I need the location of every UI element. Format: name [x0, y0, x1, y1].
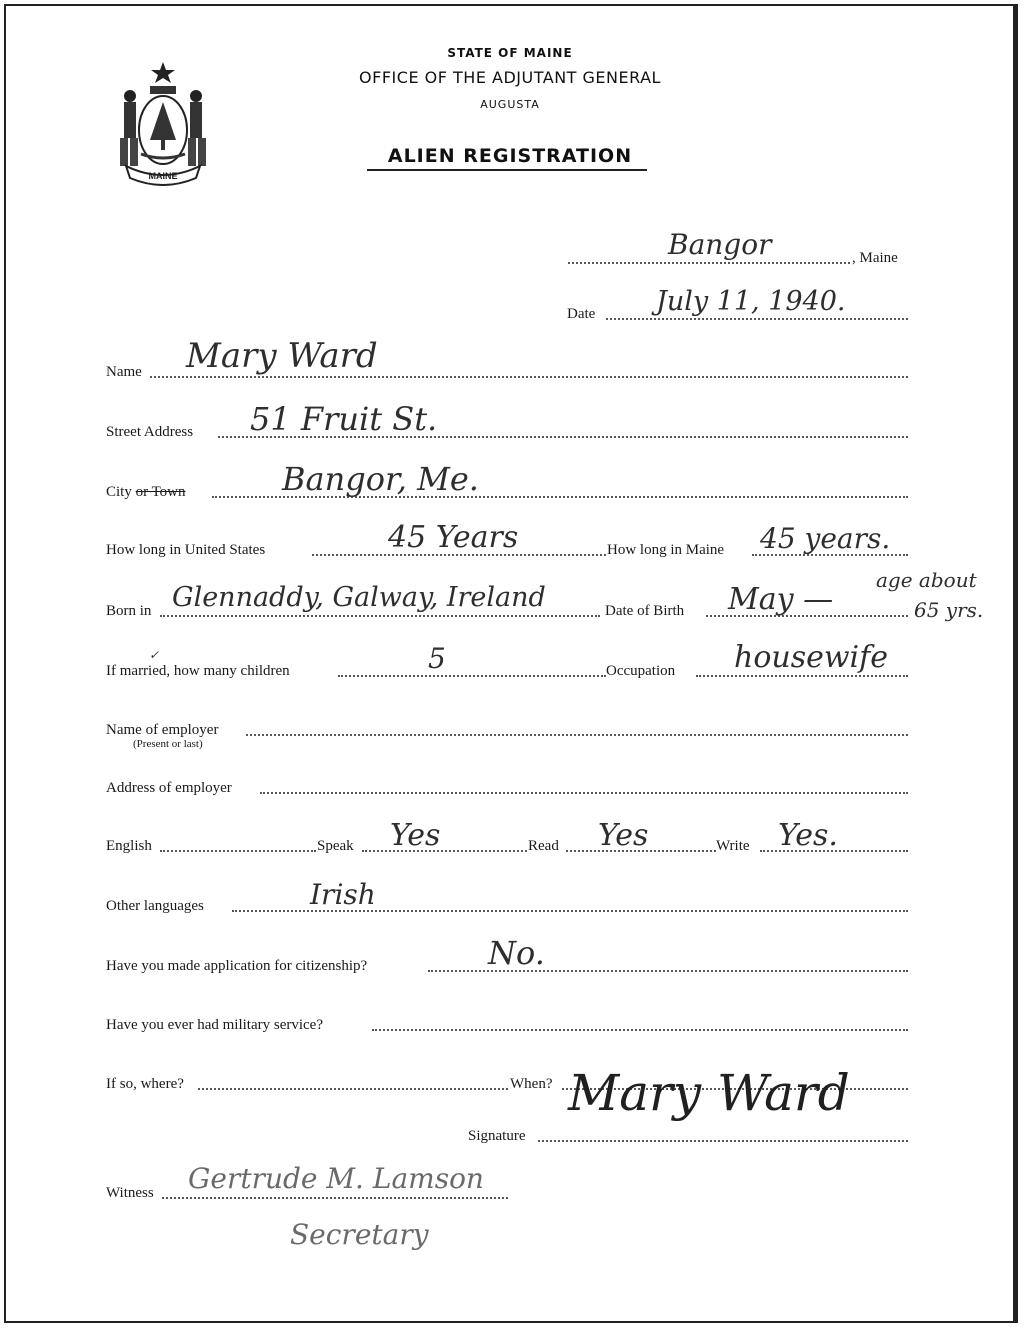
- date-line: [606, 318, 908, 320]
- city-value: Bangor, Me.: [282, 460, 479, 498]
- date-label: Date: [567, 306, 596, 322]
- employer-name-sublabel: (Present or last): [133, 738, 203, 750]
- where-line: [198, 1088, 508, 1090]
- born-in-label: Born in: [106, 603, 152, 619]
- seal-banner-text: MAINE: [148, 171, 178, 181]
- date-value: July 11, 1940.: [656, 286, 846, 317]
- employer-address-line: [260, 792, 908, 794]
- english-label: English: [106, 838, 152, 854]
- place-value: Bangor: [668, 228, 772, 261]
- occupation-line: [696, 675, 908, 677]
- read-label: Read: [528, 838, 559, 854]
- witness-title: Secretary: [290, 1218, 429, 1251]
- form-title: ALIEN REGISTRATION: [387, 145, 633, 167]
- header-city: AUGUSTA: [480, 98, 540, 111]
- employer-name-label: Name of employer: [106, 722, 219, 738]
- date-of-birth-value: May —: [728, 582, 834, 617]
- how-long-us-label: How long in United States: [106, 542, 266, 558]
- signature-label: Signature: [468, 1128, 526, 1144]
- read-value: Yes: [598, 818, 649, 853]
- employer-address-label: Address of employer: [106, 780, 232, 796]
- other-languages-label: Other languages: [106, 898, 204, 914]
- name-line: [150, 376, 908, 378]
- write-label: Write: [716, 838, 750, 854]
- header-office: OFFICE OF THE ADJUTANT GENERAL: [359, 68, 661, 87]
- children-label: If married, how many children: [106, 663, 290, 679]
- children-value: 5: [428, 642, 446, 675]
- age-note-line2: 65 yrs.: [914, 598, 984, 622]
- speak-line: [362, 850, 527, 852]
- age-note-line1: age about: [876, 568, 977, 592]
- witness-label: Witness: [106, 1185, 154, 1201]
- how-long-maine-value: 45 years.: [760, 522, 891, 555]
- citizenship-value: No.: [488, 934, 545, 972]
- children-line: [338, 675, 606, 677]
- when-label: When?: [510, 1076, 553, 1092]
- maine-state-seal-icon: [108, 58, 218, 186]
- how-long-maine-label: How long in Maine: [607, 542, 725, 558]
- military-label: Have you ever had military service?: [106, 1017, 323, 1033]
- married-check-mark: ✓: [149, 648, 160, 662]
- born-in-line: [160, 615, 600, 617]
- name-value: Mary Ward: [186, 336, 378, 376]
- place-suffix-label: , Maine: [852, 250, 898, 266]
- born-in-value: Glennaddy, Galway, Ireland: [172, 582, 546, 613]
- city-label-text: City: [106, 484, 132, 500]
- english-line: [160, 850, 316, 852]
- place-line: [568, 262, 850, 264]
- title-underline: [367, 169, 647, 171]
- signature-value: Mary Ward: [568, 1064, 850, 1122]
- street-label: Street Address: [106, 424, 194, 440]
- how-long-us-value: 45 Years: [388, 520, 519, 555]
- header-state: STATE OF MAINE: [447, 46, 573, 60]
- date-of-birth-label: Date of Birth: [605, 603, 685, 619]
- city-label: [106, 484, 186, 501]
- name-label: Name: [106, 364, 142, 380]
- witness-value: Gertrude M. Lamson: [188, 1162, 484, 1195]
- town-label-struck: or Town: [135, 484, 186, 500]
- speak-value: Yes: [390, 818, 441, 853]
- other-languages-value: Irish: [310, 878, 376, 911]
- speak-label: Speak: [317, 838, 354, 854]
- write-value: Yes.: [778, 818, 838, 853]
- street-value: 51 Fruit St.: [250, 400, 438, 438]
- employer-name-line: [246, 734, 908, 736]
- signature-line: [538, 1140, 908, 1142]
- military-line: [372, 1029, 908, 1031]
- where-label: If so, where?: [106, 1076, 184, 1092]
- witness-line: [162, 1197, 508, 1199]
- occupation-value: housewife: [734, 640, 888, 675]
- citizenship-label: Have you made application for citizenship?: [106, 958, 368, 974]
- occupation-label: Occupation: [606, 663, 676, 679]
